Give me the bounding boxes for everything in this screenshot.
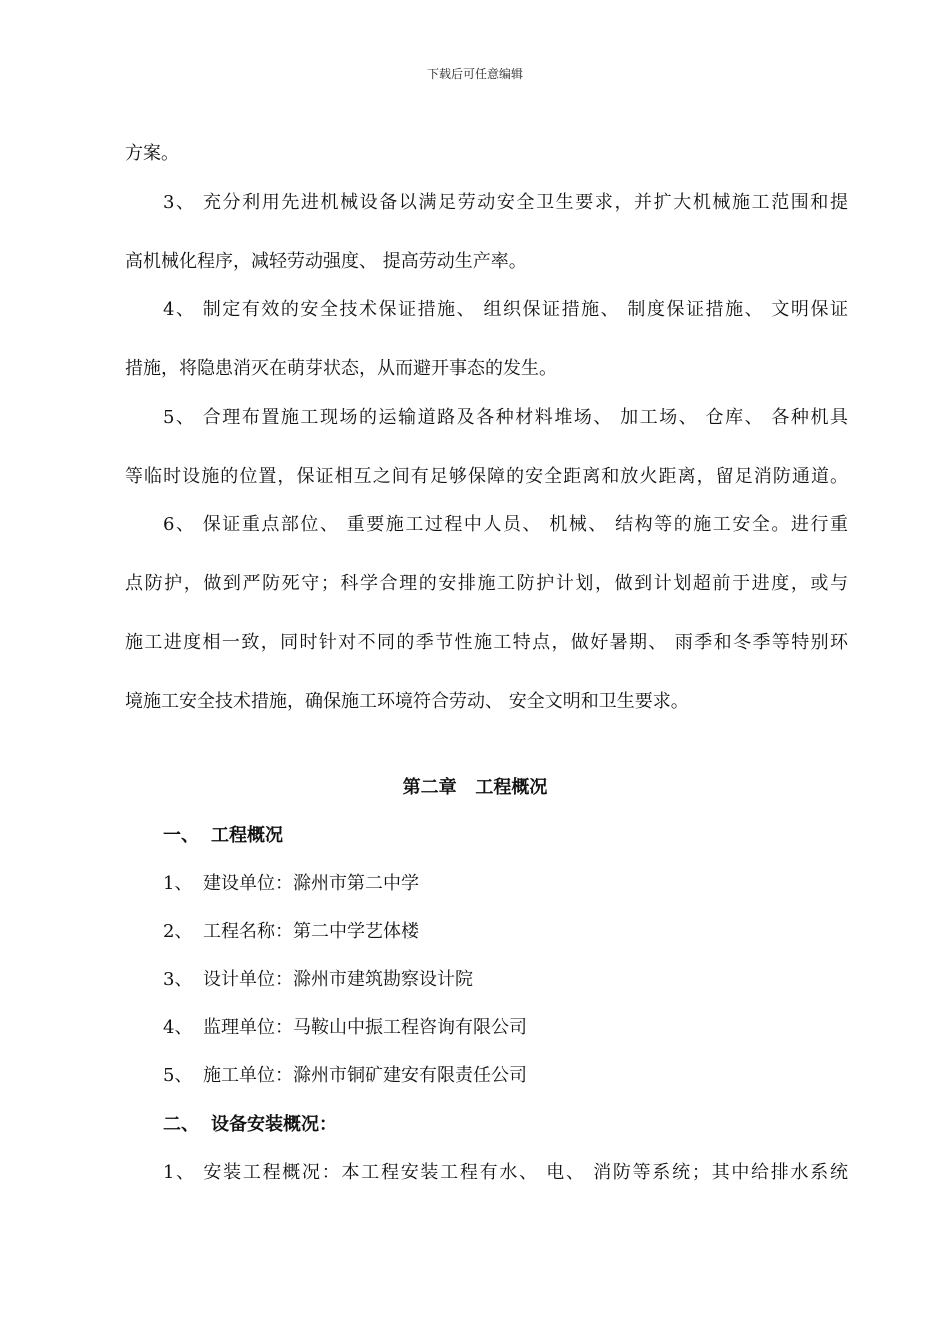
section-number: 一、 [163, 825, 199, 846]
section-title: 工程概况 [211, 825, 283, 846]
paragraph-line: 施工进度相一致，同时针对不同的季节性施工特点，做好暑期、 雨季和冬季等特别环 [125, 632, 848, 653]
list-item-text: 建设单位：滁州市第二中学 [203, 873, 419, 894]
list-item-number: 1、 [163, 873, 193, 894]
paragraph-line: 高机械化程序，减轻劳动强度、 提高劳动生产率。 [125, 251, 527, 272]
list-item-number: 3、 [163, 969, 193, 990]
section-heading [163, 824, 283, 848]
paragraph-line: 1、 安装工程概况：本工程安装工程有水、 电、 消防等系统；其中给排水系统 [163, 1162, 848, 1183]
paragraph-line: 4、 制定有效的安全技术保证措施、 组织保证措施、 制度保证措施、 文明保证 [163, 299, 848, 320]
list-item-text: 监理单位：马鞍山中振工程咨询有限公司 [203, 1017, 527, 1038]
paragraph-line: 等临时设施的位置，保证相互之间有足够保障的安全距离和放火距离，留足消防通道。 [125, 466, 848, 487]
list-item [163, 872, 419, 896]
list-item-text: 设计单位：滁州市建筑勘察设计院 [203, 969, 473, 990]
paragraph-line: 6、 保证重点部位、 重要施工过程中人员、 机械、 结构等的施工安全。进行重 [163, 514, 848, 535]
paragraph-line: 5、 合理布置施工现场的运输道路及各种材料堆场、 加工场、 仓库、 各种机具 [163, 407, 848, 428]
list-item [163, 920, 419, 944]
paragraph-line: 3、 充分利用先进机械设备以满足劳动安全卫生要求，并扩大机械施工范围和提 [163, 192, 848, 213]
list-item-number: 5、 [163, 1065, 193, 1086]
section-heading [163, 1113, 337, 1137]
list-item-number: 4、 [163, 1017, 193, 1038]
paragraph-line: 点防护，做到严防死守；科学合理的安排施工防护计划，做到计划超前于进度，或与 [125, 573, 848, 594]
page-header: 下载后可任意编辑 [426, 67, 523, 81]
section-number: 二、 [163, 1114, 199, 1135]
list-item [163, 968, 473, 992]
paragraph-line: 措施，将隐患消灭在萌芽状态，从而避开事态的发生。 [125, 358, 557, 379]
list-item-text: 工程名称：第二中学艺体楼 [203, 921, 419, 942]
list-item [163, 1016, 527, 1040]
list-item-text: 施工单位：滁州市铜矿建安有限责任公司 [203, 1065, 527, 1086]
paragraph-line: 境施工安全技术措施，确保施工环境符合劳动、 安全文明和卫生要求。 [125, 691, 689, 712]
section-title: 设备安装概况： [211, 1114, 337, 1135]
list-item-number: 2、 [163, 921, 193, 942]
paragraph-line: 方案。 [125, 143, 179, 164]
chapter-title: 第二章 工程概况 [402, 777, 548, 798]
list-item [163, 1064, 527, 1088]
